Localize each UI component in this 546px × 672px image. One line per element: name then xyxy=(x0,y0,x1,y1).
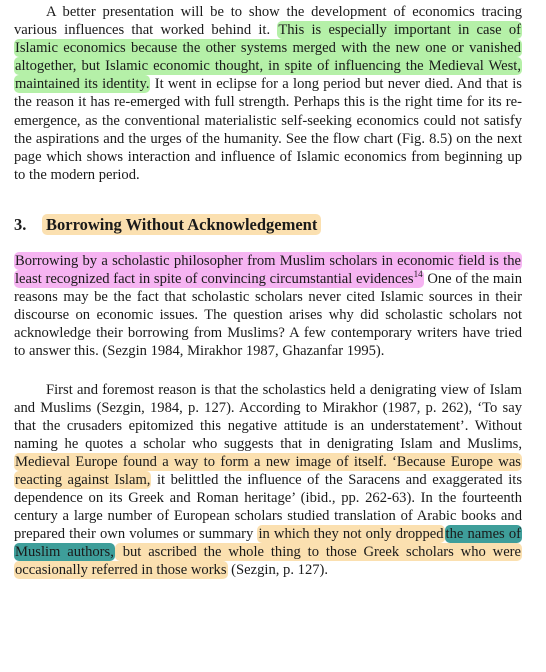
highlighted-text: Borrowing by a scholastic philosopher from Muslim scholars in economic field is the least recognized fact in spite of convincing circumstantial evidences xyxy=(15,252,521,288)
orange-highlight: but ascribed the whole thing to those Greek scholars who were occasionally referred in those works xyxy=(15,544,522,579)
document-page xyxy=(14,0,522,580)
text-run: (Sezgin, p. 127). xyxy=(227,562,329,579)
green-highlight: This is especially important in case of Islamic economics because the other systems merged with the new one or vanished altogether, but Islamic economic thought, in spite of influencing the Medieval West, maintained its identity. xyxy=(15,22,522,93)
text-run: One of the main reasons may be the fact that scholastic scholars never cited Islamic sources in their discourse on economic issues. The question arises why did scholastic scholars not acknowledge their borrowing from Muslims? A few contemporary writers have tried to answer this. (Sezgin 1984, Mirakhor 1987, Ghazanfar 1995). xyxy=(14,271,522,360)
orange-highlight: Medieval Europe found a way to form a new image of itself. ‘Because Europe was reacting against Islam, xyxy=(15,453,521,488)
text-run: First and foremost reason is that the scholastics held a denigrating view of Islam and Muslims (Sezgin, 1984, p. 127). According to Mirakhor (1987, p. 262), ‘To say that the crusaders epitomized this negative attitude is an understatement’. Without naming he quotes a scholar who suggests that in denigrating Islam and Muslims, xyxy=(14,381,522,452)
section-title: Borrowing Without Acknowledgement xyxy=(42,214,321,235)
footnote-marker: 14 xyxy=(413,269,423,280)
text-run: it belittled the influence of the Saracens and exaggerated its dependence on its Greek and Roman heritage’ (ibid., pp. 262-63). In the fourteenth century a large number of European scholars studied translation of Arabic books and prepared their own volumes or summary xyxy=(14,471,523,543)
paragraph-reasons xyxy=(14,381,522,580)
orange-highlight: in which they not only dropped xyxy=(258,526,444,543)
teal-highlight: the names of Muslim authors, xyxy=(15,526,521,561)
paragraph-economics-development xyxy=(14,0,522,184)
paragraph-borrowing xyxy=(14,252,522,361)
text-run: A better presentation will be to show the development of economics tracing various influences that worked behind it. xyxy=(14,4,522,39)
section-number: 3. xyxy=(14,214,27,234)
text-run: It went in eclipse for a long period but never died. And that is the reason it has re-emerged with full strength. Perhaps this is the right time for its re-emergence, as the conventional materialistic self-seeking economics could not satisfy the aspirations and the urges of the humanity. See the flow chart (Fig. 8.5) on the next page which shows interaction and influence of Islamic economics from beginning up to the modern period. xyxy=(14,76,522,183)
section-heading xyxy=(14,214,522,236)
